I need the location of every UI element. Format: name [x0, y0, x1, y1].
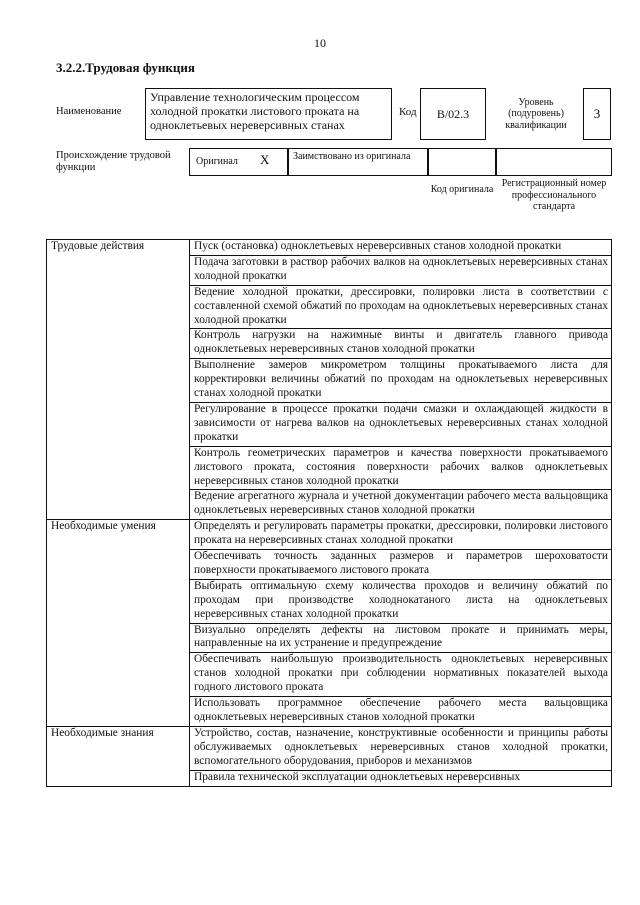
item-cell: Определять и регулировать параметры прокатки, дрессировки, полировки листового проката на нереверсивных станах холодной прокатки	[190, 520, 612, 550]
original-box	[189, 148, 288, 176]
table-row	[47, 240, 612, 256]
level-value: 3	[583, 88, 611, 140]
borrowed-label: Заимствовано из оригинала	[293, 151, 411, 162]
category-cell: Необходимые знания	[47, 726, 190, 786]
original-mark: X	[260, 152, 270, 167]
name-label: Наименование	[56, 106, 122, 117]
table-row	[47, 520, 612, 550]
category-cell: Необходимые умения	[47, 520, 190, 727]
item-cell: Выполнение замеров микрометром толщины прокатываемого листа для корректировки величины обжатий по проходам на одноклетьевых нереверсивных станах холодной прокатки	[190, 359, 612, 403]
item-cell: Ведение холодной прокатки, дрессировки, полировки листа в соответствии с составленной схемой обжатий по проходам на одноклетьевых нереверсивных станах холодной прокатки	[190, 285, 612, 329]
item-cell: Обеспечивать точность заданных размеров и параметров шероховатости поверхности прокатываемого листового проката	[190, 550, 612, 580]
borrowed-box	[288, 148, 428, 176]
name-value: Управление технологическим процессом холодной прокатки листового проката на одноклетьевых нереверсивных станах	[145, 88, 392, 140]
page-cutoff	[0, 890, 640, 905]
reg-number-box	[496, 148, 612, 176]
item-cell: Контроль геометрических параметров и качества поверхности прокатываемого листового проката, состояния поверхности рабочих валков одноклетьевых нереверсивных станов холодной прокатки	[190, 446, 612, 490]
item-cell: Обеспечивать наибольшую производительность одноклетьевых нереверсивных станов холодной прокатки при соблюдении нормативных показателей выхода годного листового проката	[190, 653, 612, 697]
category-cell: Трудовые действия	[47, 240, 190, 520]
orig-code-label: Код оригинала	[430, 184, 494, 196]
item-cell: Регулирование в процессе прокатки подачи смазки и охлаждающей жидкости в зависимости от нагрева валков на одноклетьевых нереверсивных станах холодной прокатки	[190, 402, 612, 446]
code-value: B/02.3	[420, 88, 486, 140]
orig-code-box	[428, 148, 496, 176]
item-cell: Выбирать оптимальную схему количества проходов и величину обжатий по проходам при производстве холоднокатаного листа на одноклетьевых нереверсивных станах холодной прокатки	[190, 579, 612, 623]
section-title: 3.2.2.Трудовая функция	[56, 60, 195, 75]
page-number: 10	[314, 36, 326, 50]
original-label: Оригинал	[196, 156, 238, 167]
item-cell: Правила технической эксплуатации одноклетьевых нереверсивных	[190, 770, 612, 786]
item-cell: Ведение агрегатного журнала и учетной документации рабочего места вальцовщика одноклетьевых нереверсивных станов холодной прокатки	[190, 490, 612, 520]
item-cell: Визуально определять дефекты на листовом прокате и принимать меры, направленные на их устранение и предупреждение	[190, 623, 612, 653]
table-row	[47, 726, 612, 770]
item-cell: Контроль нагрузки на нажимные винты и двигатель главного привода одноклетьевых нереверсивных станов холодной прокатки	[190, 329, 612, 359]
item-cell: Подача заготовки в раствор рабочих валков на одноклетьевых нереверсивных станах холодной прокатки	[190, 255, 612, 285]
level-label: Уровень (подуровень) квалификации	[505, 96, 567, 131]
code-label: Код	[399, 106, 417, 118]
function-table	[46, 239, 612, 787]
origin-label: Происхождение трудовой функции	[56, 150, 171, 174]
reg-number-label: Регистрационный номер профессионального стандарта	[501, 178, 607, 212]
item-cell: Устройство, состав, назначение, конструктивные особенности и принципы работы обслуживаемых одноклетьевых нереверсивных станов холодной прокатки, вспомогательного оборудования, приборов и механизмов	[190, 726, 612, 770]
item-cell: Пуск (остановка) одноклетьевых нереверсивных станов холодной прокатки	[190, 240, 612, 256]
item-cell: Использовать программное обеспечение рабочего места вальцовщика одноклетьевых нереверсивных станов холодной прокатки	[190, 697, 612, 727]
